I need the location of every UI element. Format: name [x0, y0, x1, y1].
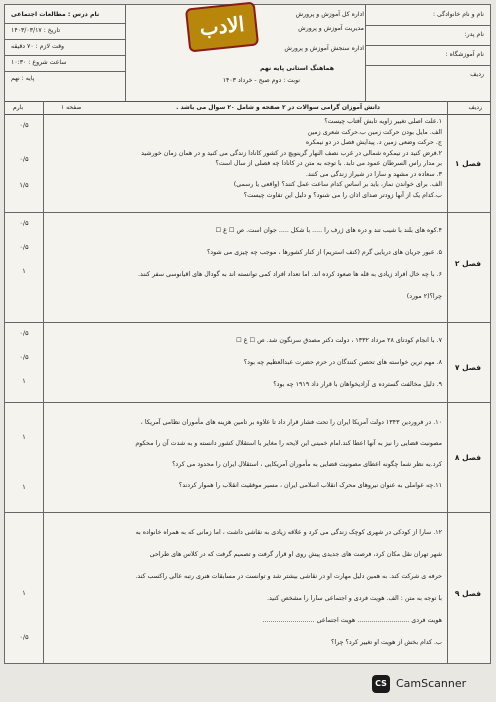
score: ۰/۵ — [19, 633, 29, 641]
section-5-title: فصل ۹ — [454, 589, 482, 598]
score: ۱/۵ — [19, 181, 29, 189]
exam-paper — [4, 4, 491, 664]
question-line: الف. مایل بودن حرکت زمین ب.حرکت شعری زمین — [307, 128, 442, 136]
row-field: ردیف — [470, 71, 484, 78]
father-name-field: نام پدر: — [464, 31, 484, 38]
section-5-questions — [45, 522, 442, 654]
question-line: حرفه ی شرکت کند. به همین دلیل مهارت او در نقاشی بیشتر شد و توانست در مسابقات هنری رتبه عالی راکسب کند. — [135, 573, 442, 580]
question-line: ۷. با انجام کودتای ۲۸ مرداد ۱۳۳۲ ، دولت دکتر مصدق سرنگون شد. ص ☐ غ ☐ — [236, 337, 442, 344]
exam-duration: وقت لازم : ۷۰ دقیقه — [11, 43, 65, 50]
row-header: ردیف — [468, 104, 482, 111]
camscanner-icon: CS — [372, 675, 390, 693]
score: ۰/۵ — [19, 353, 29, 361]
question-line: کرد.به نظر شما چگونه اعطای مصونیت قضایی به مأموران آمریکایی ، استقلال ایران را محدود می کرد؟ — [172, 461, 442, 468]
school-field: نام آموزشگاه : — [445, 51, 484, 58]
score: ۰/۵ — [19, 219, 29, 227]
instructions: دانش آموزان گرامی سوالات در ۲ صفحه و شامل ۲۰ سوال می باشد . — [176, 104, 380, 111]
question-line: شهر تهران نقل مکان کرد، فرصت های جدیدی پیش روی او قرار گرفت و تصمیم گرفت که در کلاس های طراحی — [149, 551, 442, 558]
admin-label: مدیریت آموزش و پرورش — [298, 25, 364, 32]
score: ۱ — [22, 377, 26, 385]
camscanner-label: CamScanner — [396, 677, 467, 690]
question-line: ۸. مهم ترین خواسته های تحصن کنندگان در حرم حضرت عبدالعظیم چه بود؟ — [243, 359, 442, 366]
grade: پایه : نهم — [11, 75, 35, 82]
question-line: الف. برای خواندن نماز، باید بر اساس کدام ساعت عمل کنند؟ (واقعی یا رسمی) — [233, 181, 442, 188]
question-line: ۱۲. سارا از کودکی در شهری کوچک زندگی می کرد و علاقه زیادی به نقاشی داشت ، اما زمانی که به همراه خانواده به — [135, 529, 442, 536]
office-label: اداره کل آموزش و پرورش — [295, 11, 364, 18]
question-line: ۵. عبور جریان های دریایی گرم (کنف استریم) از کنار کشورها ، موجب چه چیزی می شود؟ — [206, 249, 442, 256]
section-2-title: فصل ۲ — [454, 259, 482, 268]
section-5 — [5, 512, 490, 664]
question-line: ۶. با چه خال افراد زیادی به قله ها صعود کرده اند. اما تعداد افراد کمی توانسته اند به گودال های اقیانوسی سفر کنند. — [137, 271, 442, 278]
lesson-name: نام درس : مطالعات اجتماعی — [11, 11, 100, 18]
question-line: ۱۱.چه عواملی به عنوان نیروهای محرک انقلاب اسلامی ایران ، مسیر موفقیت انقلاب را هموار کردند؟ — [178, 482, 442, 489]
section-4-questions — [45, 412, 442, 496]
section-1-questions — [45, 117, 442, 201]
score: ۰/۵ — [19, 155, 29, 163]
question-line: ب. کدام بخش از هویت او تغییر کرد؟ چرا؟ — [331, 639, 442, 646]
question-line: با توجه به متن : الف. هویت فردی و اجتماعی سارا را مشخص کنید. — [267, 595, 442, 602]
section-2 — [5, 212, 490, 323]
section-3 — [5, 322, 490, 403]
question-line: ب.کدام یک از آنها زودتر صدای اذان را می شنود؟ و دلیل این تفاوت چیست؟ — [243, 191, 442, 199]
student-name-field: نام و نام خانوادگی : — [432, 11, 484, 18]
score: ۱ — [22, 589, 26, 597]
question-line: هویت فردی .......................... هویت اجتماعی .......................... — [262, 617, 442, 624]
section-1-title: فصل ۱ — [454, 159, 482, 168]
question-line: ۱۰. در فروردین ۱۳۴۳ دولت آمریکا ایران را تحت فشار قرار داد تا علاوه بر تامین هزینه های مأموران نظامی آمریکا ، — [140, 419, 442, 426]
section-1 — [5, 114, 490, 213]
score: ۰/۵ — [19, 243, 29, 251]
school-logo: الادب — [187, 4, 257, 51]
question-line: ۲.فرض کنید در نیمکره شمالی در غرب نصف النهار گرینویچ در کشور کانادا زندگی می کنید و در همان زمان خورشید — [141, 149, 442, 157]
camscanner-watermark — [372, 675, 490, 693]
score: ۱ — [22, 433, 26, 441]
office2-label: اداره سنجش آموزش و پرورش — [284, 45, 364, 52]
question-line: مصونیت قضایی را نیز به آنها اعطا کند.امام خمینی این لایحه را مغایر با استقلال کشور دانسته و به شدت آن را محکوم — [135, 440, 442, 447]
exam-header — [5, 5, 490, 102]
question-line: ۹. دلیل مخالفت گسترده ی آزادیخواهان با قرار داد ۱۹۱۹ چه بود؟ — [273, 381, 442, 388]
question-line: ۱.علت اصلی تغییر زاویه تابش آفتاب چیست؟ — [324, 118, 442, 125]
exam-date: تاریخ : ۱۴۰۳/۰۳/۱۷ — [11, 27, 61, 34]
exam-turn: نوبت : دوم صبح - خرداد ۱۴۰۳ — [222, 77, 300, 84]
score: ۱ — [22, 267, 26, 275]
start-time: ساعت شروع : ۱۰:۳۰ — [11, 59, 67, 66]
question-line: ۳. سعاده در مشهد و سارا در شیراز زندگی می کنند. — [305, 170, 442, 178]
section-4 — [5, 402, 490, 513]
score: ۱ — [22, 483, 26, 491]
exam-title: هماهنگ استانی پایه نهم — [260, 65, 334, 72]
section-3-title: فصل ۷ — [454, 363, 482, 372]
section-4-title: فصل ۸ — [454, 453, 482, 462]
score: ۰/۵ — [19, 329, 29, 337]
section-3-questions — [45, 330, 442, 396]
instruction-band — [5, 101, 490, 115]
score: ۰/۵ — [19, 121, 29, 129]
section-2-questions — [45, 220, 442, 308]
score-header: بارم — [13, 104, 24, 111]
question-line: ۴.کوه های بلند با شیب تند و دره های ژرف را ..... با شکل ..... جوان است. ص ☐ غ ☐ — [215, 227, 442, 234]
question-line: چرا؟(۲ مورد) — [406, 293, 442, 300]
question-line: بر مدار راس السرطان عمود می تابد. با توجه به متن در کانادا چه فصلی از سال است؟ — [215, 160, 442, 167]
page-number: صفحه ۱ — [61, 104, 82, 111]
question-line: ج. حرکت وضعی زمین د. پیدایش فصل در دو نیمکره — [305, 139, 442, 146]
